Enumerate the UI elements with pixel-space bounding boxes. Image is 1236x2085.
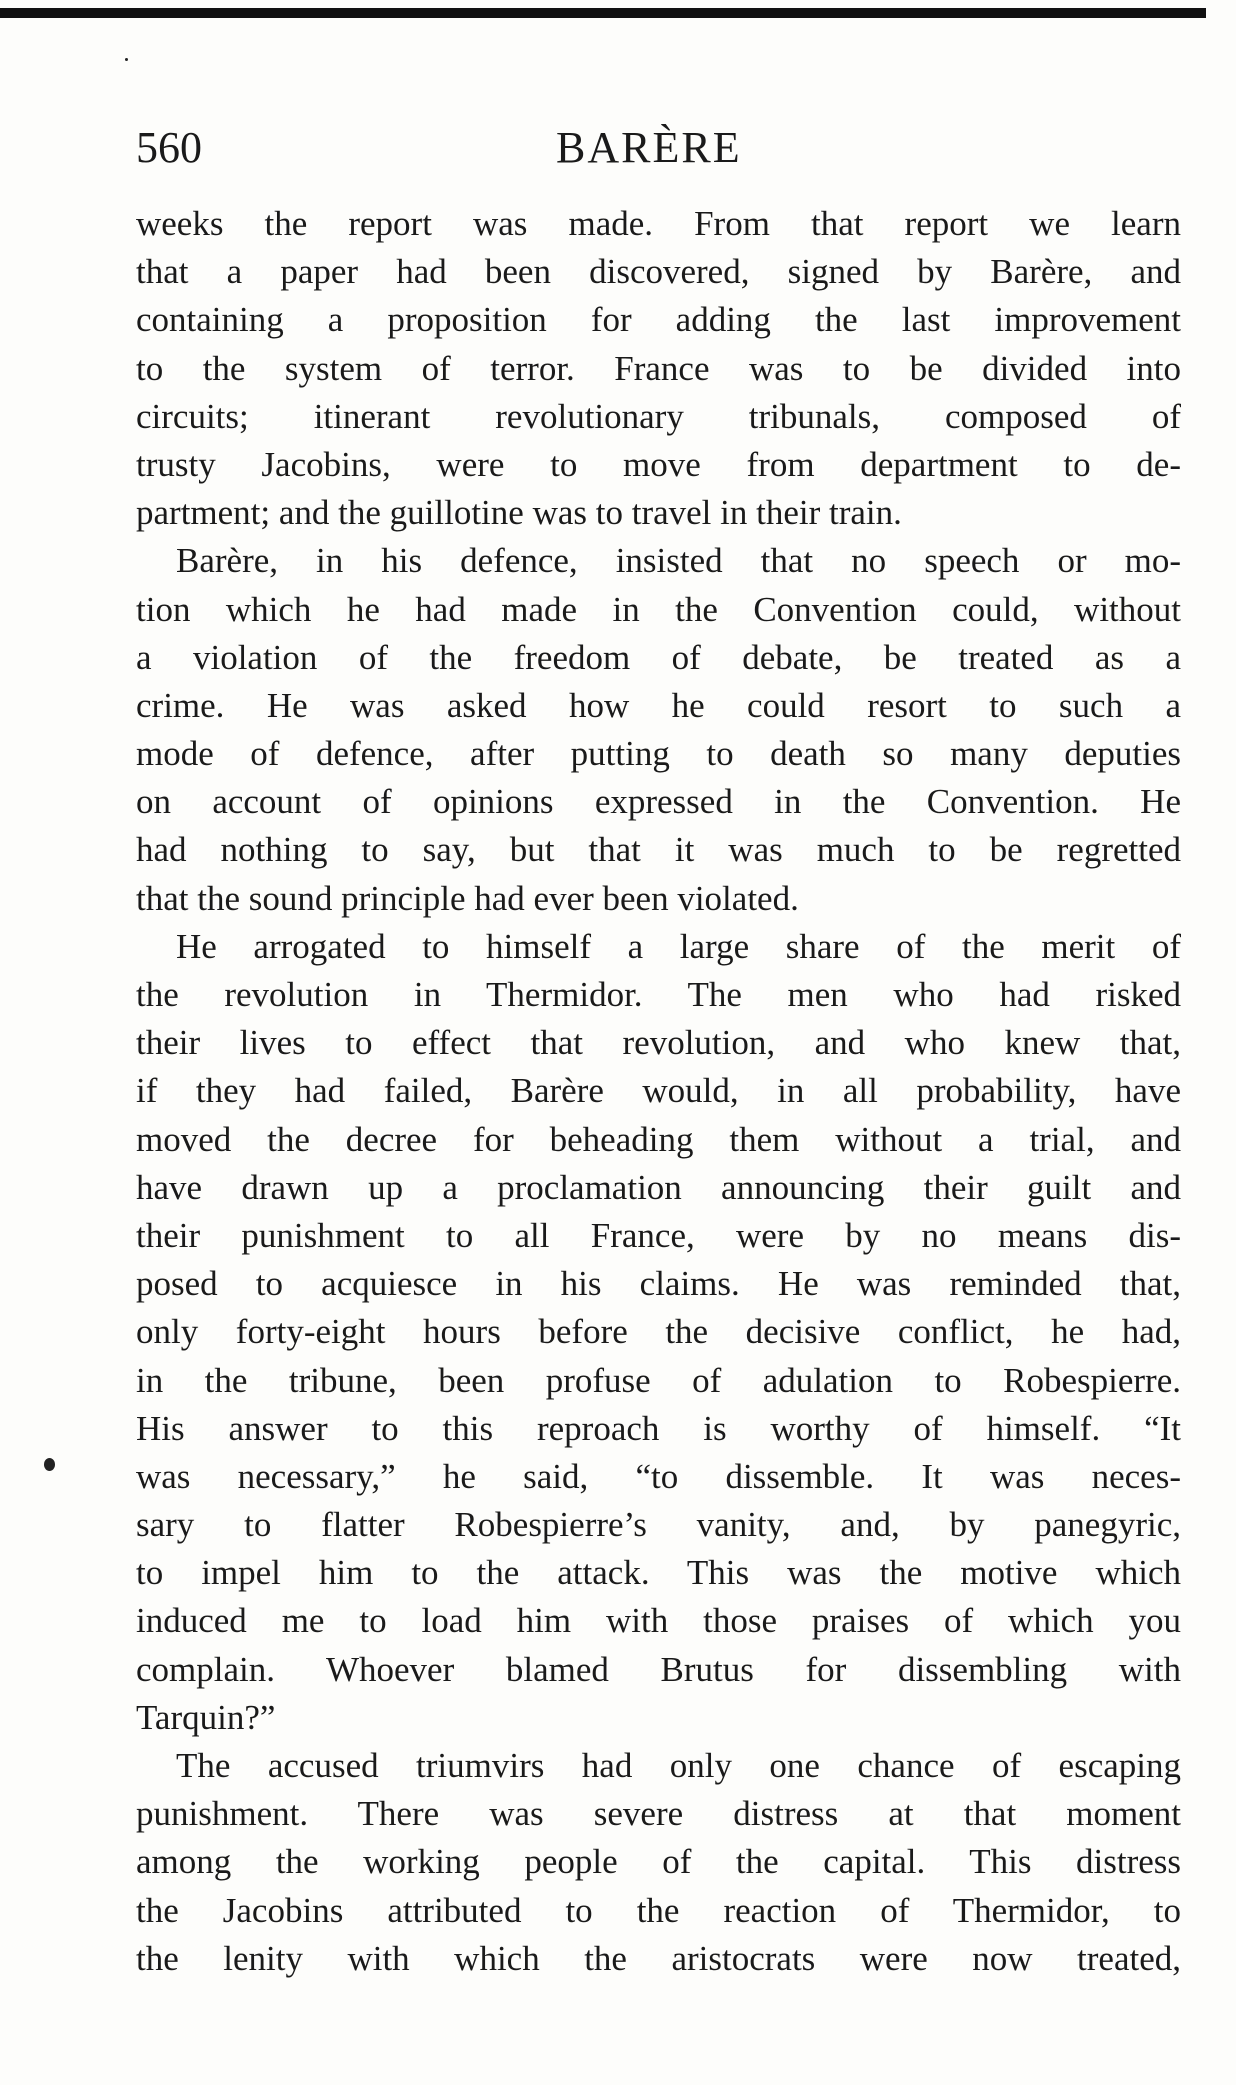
text-line: partment; and the guillotine was to travel in their train. — [136, 493, 902, 533]
text-line: weeks the report was made. From that report we learn — [136, 204, 1181, 243]
text-line: crime. He was asked how he could resort to such a — [136, 685, 1181, 725]
text-line: The accused triumvirs had only one chance of escaping — [176, 1746, 1181, 1785]
text-line: to the system of terror. France was to be divided into — [136, 348, 1181, 388]
text-line: have drawn up a proclamation announcing their guilt and — [136, 1167, 1181, 1207]
page-header — [136, 118, 1181, 178]
text-line: trusty Jacobins, were to move from department to de- — [136, 444, 1181, 484]
text-line: tion which he had made in the Convention could, without — [136, 589, 1181, 629]
text-line: if they had failed, Barère would, in all probability, have — [136, 1071, 1181, 1111]
paragraph-1 — [136, 200, 1181, 537]
text-line: posed to acquiesce in his claims. He was reminded that, — [136, 1264, 1181, 1304]
top-rule — [0, 8, 1206, 18]
text-line: only forty-eight hours before the decisive conflict, he had, — [136, 1312, 1181, 1352]
text-line: the revolution in Thermidor. The men who had risked — [136, 975, 1181, 1014]
text-line: was necessary,” he said, “to dissemble. It was neces- — [136, 1456, 1181, 1496]
text-line: a violation of the freedom of debate, be treated as a — [136, 637, 1181, 677]
text-line: Barère, in his defence, insisted that no speech or mo- — [176, 541, 1181, 581]
running-head: BARÈRE — [556, 123, 742, 172]
text-line: the lenity with which the aristocrats were now treated, — [136, 1938, 1181, 1978]
page-number: 560 — [136, 123, 202, 172]
text-line: among the working people of the capital. This distress — [136, 1842, 1181, 1882]
text-line: that a paper had been discovered, signed by Barère, and — [136, 252, 1181, 292]
paragraph-3 — [136, 923, 1181, 1742]
text-line: that the sound principle had ever been violated. — [136, 878, 799, 918]
text-line: the Jacobins attributed to the reaction of Thermidor, to — [136, 1890, 1181, 1930]
text-line: Tarquin?” — [136, 1697, 276, 1737]
ink-speck-mark — [44, 1458, 55, 1471]
text-line: their punishment to all France, were by no means dis- — [136, 1215, 1181, 1255]
paragraph-4 — [136, 1742, 1181, 1983]
text-line: mode of defence, after putting to death so many deputies — [136, 734, 1181, 774]
text-line: their lives to effect that revolution, and who knew that, — [136, 1023, 1181, 1063]
text-line: punishment. There was severe distress at that moment — [136, 1794, 1181, 1834]
text-line: in the tribune, been profuse of adulation to Robespierre. — [136, 1360, 1181, 1400]
body-text — [136, 200, 1181, 1983]
ink-speck-mark — [125, 58, 128, 61]
text-line: had nothing to say, but that it was much to be regretted — [136, 830, 1181, 870]
text-line: sary to flatter Robespierre’s vanity, and, by panegyric, — [136, 1505, 1181, 1545]
text-line: He arrogated to himself a large share of the merit of — [176, 926, 1181, 966]
text-line: His answer to this reproach is worthy of himself. “It — [136, 1408, 1181, 1448]
text-line: circuits; itinerant revolutionary tribunals, composed of — [136, 396, 1181, 436]
text-line: containing a proposition for adding the last improvement — [136, 300, 1181, 340]
text-line: moved the decree for beheading them without a trial, and — [136, 1119, 1181, 1159]
paragraph-2 — [136, 537, 1181, 923]
text-line: on account of opinions expressed in the Convention. He — [136, 782, 1181, 822]
text-line: complain. Whoever blamed Brutus for dissembling with — [136, 1649, 1181, 1689]
text-line: induced me to load him with those praises of which you — [136, 1601, 1181, 1641]
text-line: to impel him to the attack. This was the motive which — [136, 1553, 1181, 1593]
